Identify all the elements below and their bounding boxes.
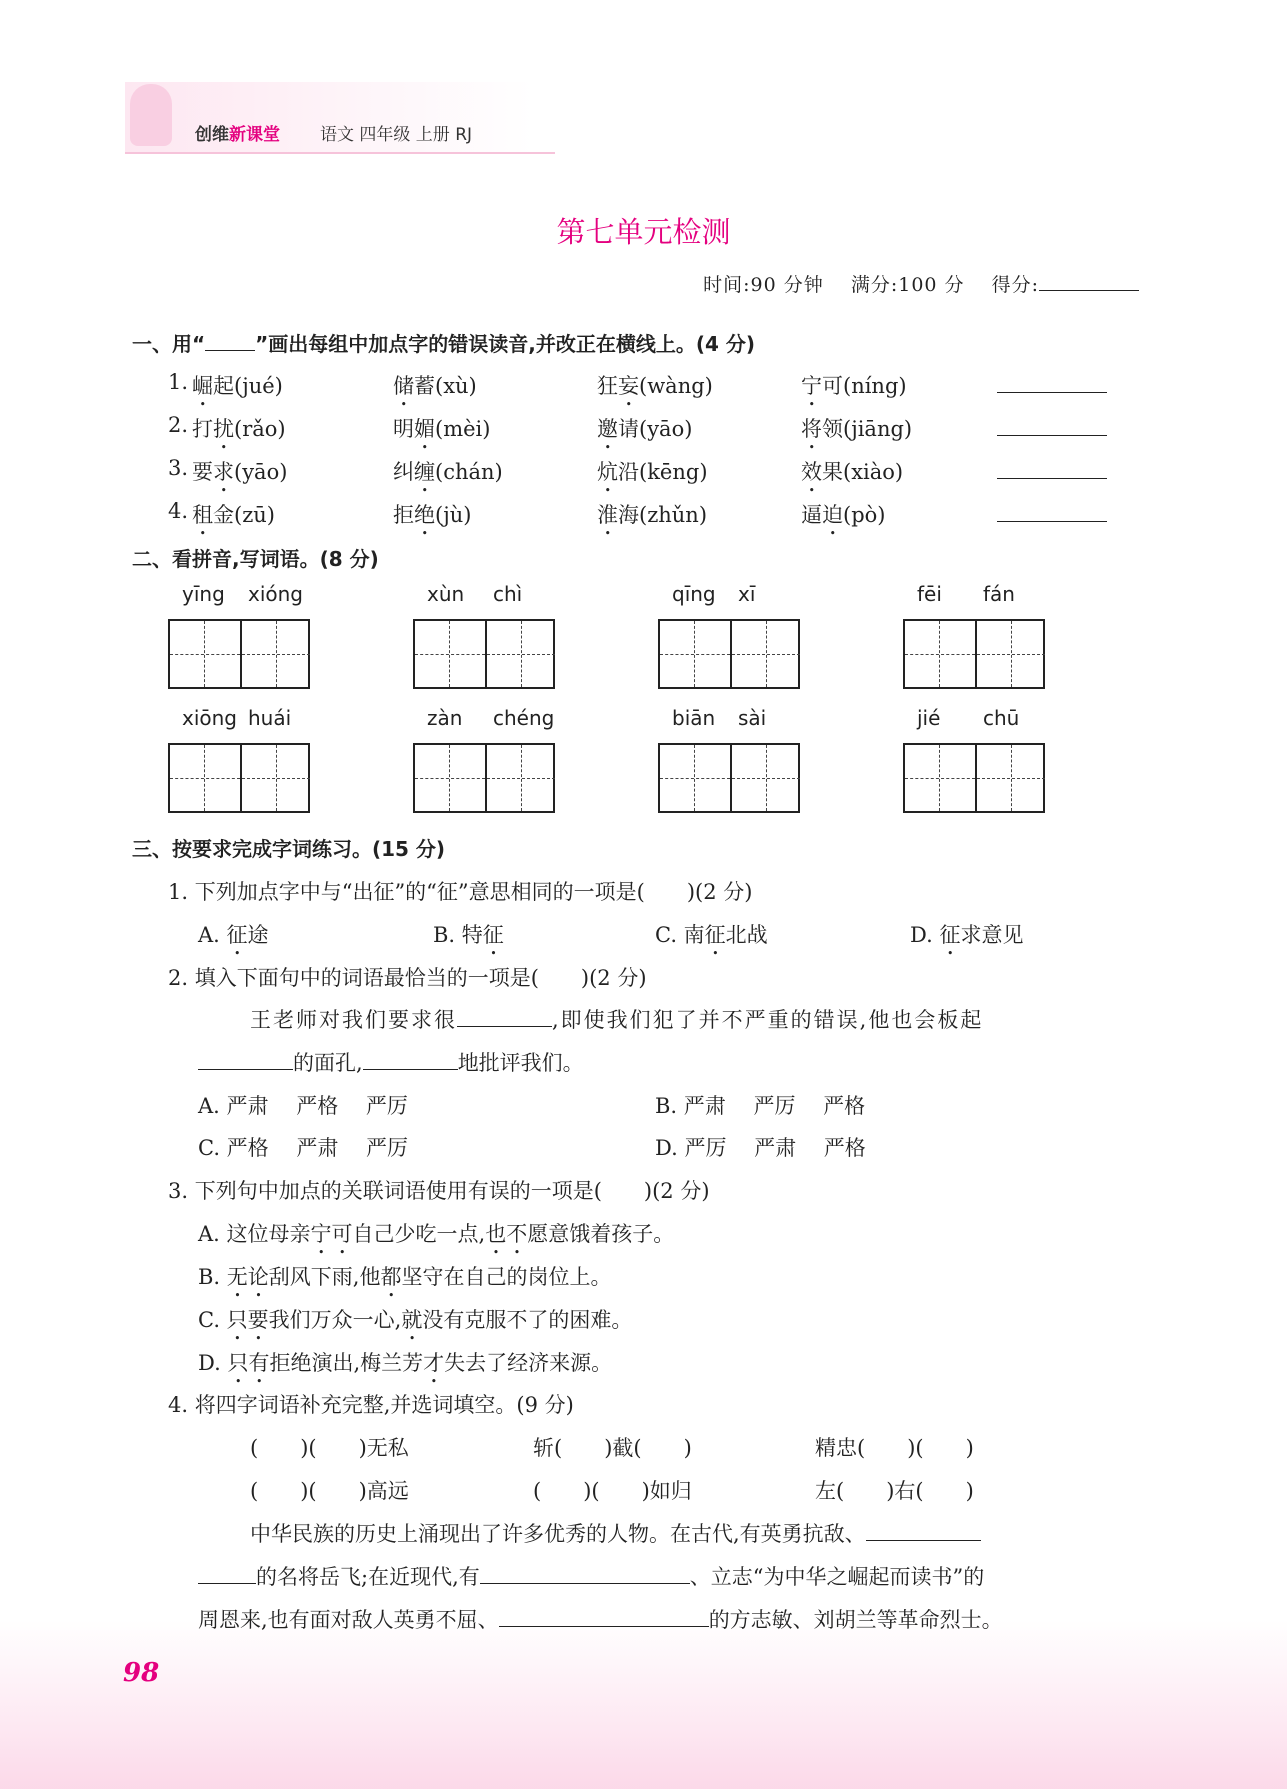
question-number: 3. — [168, 456, 189, 480]
word-item — [393, 370, 477, 411]
grid-cell[interactable] — [485, 745, 555, 811]
word-item — [192, 499, 275, 540]
writing-grid[interactable] — [903, 743, 1045, 813]
fill-blank[interactable] — [198, 1049, 293, 1070]
word-item — [801, 370, 907, 411]
question-number: 2. — [168, 413, 189, 437]
answer-line[interactable] — [997, 521, 1107, 522]
pinyin: xùn — [427, 582, 465, 606]
text: A. — [198, 923, 227, 947]
text: 自己少吃一点, — [352, 1222, 486, 1246]
text: 愿意饿着孩子。 — [527, 1222, 675, 1246]
dotted-char: 妄 — [618, 374, 639, 398]
option-d: D. 严厉 严肃 严格 — [655, 1136, 866, 1160]
grid-cell[interactable] — [415, 745, 485, 811]
book-info: 语文 四年级 上册 RJ — [320, 125, 473, 145]
text: A. 这位母亲 — [198, 1222, 311, 1246]
pinyin: fán — [983, 582, 1015, 606]
grid-cell[interactable] — [660, 621, 730, 687]
word-item — [192, 456, 287, 497]
word-text: 蓄(xù) — [414, 374, 477, 398]
grid-cell[interactable] — [415, 621, 485, 687]
word-text: 狂 — [597, 374, 618, 398]
question-1-stem: 1. 下列加点字中与“出征”的“征”意思相同的一项是( )(2 分) — [168, 880, 753, 904]
pinyin: biān — [672, 706, 716, 730]
dotted-char: 征 — [226, 923, 248, 947]
word-text: (chán) — [435, 460, 503, 484]
word-item — [597, 413, 692, 454]
word-text: 领(jiāng) — [822, 417, 913, 441]
text: 没有克服不了的困难。 — [422, 1308, 633, 1332]
brand-a: 创维 — [195, 125, 229, 145]
word-text: (wàng) — [639, 374, 713, 398]
pinyin: yīng — [182, 582, 225, 606]
text: 的方志敏、刘胡兰等革命烈士。 — [708, 1608, 1003, 1632]
text: 周恩来,也有面对敌人英勇不屈、 — [198, 1608, 499, 1632]
section-3-title: 三、按要求完成字词练习。(15 分) — [132, 837, 446, 861]
option-c — [198, 1304, 632, 1345]
grid-cell[interactable] — [660, 745, 730, 811]
dotted-char: 征 — [482, 923, 504, 947]
question-2-stem: 2. 填入下面句中的词语最恰当的一项是( )(2 分) — [168, 966, 647, 990]
writing-grid[interactable] — [903, 619, 1045, 689]
page-header — [125, 82, 555, 154]
dotted-char: 征 — [704, 923, 726, 947]
question-3-stem: 3. 下列句中加点的关联词语使用有误的一项是( )(2 分) — [168, 1179, 710, 1203]
grid-cell[interactable] — [975, 621, 1045, 687]
pinyin: xiōng — [182, 706, 237, 730]
page-title: 第七单元检测 — [556, 215, 731, 249]
pinyin: sài — [738, 706, 767, 730]
paragraph — [250, 1518, 981, 1548]
word-text: 纠 — [393, 460, 414, 484]
text: C. 南 — [655, 923, 705, 947]
answer-line[interactable] — [997, 478, 1107, 479]
word-text: (rǎo) — [234, 417, 286, 441]
dotted-char: 缠 — [414, 460, 435, 484]
dotted-word: 都 — [380, 1265, 402, 1289]
dotted-char: 迫 — [822, 503, 843, 527]
dotted-char: 将 — [801, 417, 822, 441]
word-item — [801, 413, 912, 454]
grid-cell[interactable] — [240, 745, 310, 811]
pinyin: xióng — [248, 582, 303, 606]
dotted-char: 绝 — [414, 503, 435, 527]
dotted-char: 储 — [393, 374, 414, 398]
fill-blank[interactable] — [480, 1563, 690, 1584]
dotted-char: 淮 — [597, 503, 618, 527]
text: B. 特 — [433, 923, 483, 947]
pinyin: chū — [983, 706, 1020, 730]
text: 坚守在自己的岗位上。 — [401, 1265, 612, 1289]
word-item — [393, 413, 490, 454]
text: D. — [198, 1351, 228, 1375]
footer-decoration — [0, 1620, 1287, 1789]
dotted-char: 效 — [801, 460, 822, 484]
dotted-char: 媚 — [414, 417, 435, 441]
word-item — [597, 370, 713, 411]
word-text: 打 — [192, 417, 213, 441]
option-d — [910, 919, 1023, 960]
writing-grid[interactable] — [658, 743, 800, 813]
word-item — [801, 499, 885, 540]
writing-grid[interactable] — [168, 619, 310, 689]
text: 地批评我们。 — [457, 1051, 584, 1075]
dotted-word: 只要 — [226, 1308, 269, 1332]
score-label: 得分: — [991, 274, 1039, 296]
word-item — [393, 456, 503, 497]
brand — [195, 120, 280, 145]
answer-line[interactable] — [997, 435, 1107, 436]
idiom-item: ( )( )无私 — [250, 1436, 409, 1460]
grid-cell[interactable] — [170, 621, 240, 687]
word-text: 金(zū) — [213, 503, 275, 527]
dotted-char: 租 — [192, 503, 213, 527]
word-item — [393, 499, 471, 540]
text: D. — [910, 923, 940, 947]
word-text: 请(yāo) — [618, 417, 693, 441]
pinyin: zàn — [427, 706, 463, 730]
text: C. — [198, 1308, 227, 1332]
dotted-char: 求 — [213, 460, 234, 484]
pinyin: huái — [248, 706, 292, 730]
text: 拒绝演出,梅兰芳 — [269, 1351, 424, 1375]
writing-grid[interactable] — [658, 619, 800, 689]
word-item — [801, 456, 903, 497]
word-text: 沿(kēng) — [618, 460, 708, 484]
dotted-char: 征 — [939, 923, 961, 947]
grid-cell[interactable] — [730, 621, 800, 687]
question-2-text — [198, 1047, 584, 1077]
text: ,即使我们犯了并不严重的错误,他也会板起 — [552, 1008, 984, 1032]
writing-grid[interactable] — [413, 743, 555, 813]
brand-b: 新课堂 — [229, 125, 280, 145]
question-number: 1. — [168, 370, 189, 394]
text: 中华民族的历史上涌现出了许多优秀的人物。在古代,有英勇抗敌、 — [250, 1522, 866, 1546]
word-text: (mèi) — [435, 417, 491, 441]
idiom-item: 左( )右( ) — [815, 1479, 974, 1503]
score-blank[interactable] — [1039, 270, 1139, 291]
fill-blank[interactable] — [363, 1049, 458, 1070]
text: 、立志“为中华之崛起而读书”的 — [689, 1565, 985, 1589]
pinyin: qīng — [672, 582, 716, 606]
text: B. — [198, 1265, 227, 1289]
paragraph — [198, 1604, 1003, 1634]
option-b: B. 严肃 严厉 严格 — [655, 1094, 866, 1118]
word-text: (jù) — [435, 503, 472, 527]
answer-line[interactable] — [997, 392, 1107, 393]
grid-cell[interactable] — [240, 621, 310, 687]
grid-cell[interactable] — [730, 745, 800, 811]
dotted-char: 扰 — [213, 417, 234, 441]
pinyin: chì — [493, 582, 523, 606]
text: 北战 — [725, 923, 768, 947]
writing-grid[interactable] — [168, 743, 310, 813]
question-4-stem: 4. 将四字词语补充完整,并选词填空。(9 分) — [168, 1393, 574, 1417]
pinyin: xī — [738, 582, 756, 606]
word-text: 海(zhǔn) — [618, 503, 708, 527]
dotted-word: 才 — [423, 1351, 445, 1375]
idiom-item: ( )( )如归 — [533, 1479, 692, 1503]
dotted-char: 宁 — [801, 374, 822, 398]
grid-cell[interactable] — [975, 745, 1045, 811]
time-limit: 时间:90 分钟 — [703, 274, 824, 296]
dotted-word: 就 — [401, 1308, 423, 1332]
word-text: 果(xiào) — [822, 460, 904, 484]
option-c: C. 严格 严肃 严厉 — [198, 1136, 409, 1160]
text: 王老师对我们要求很 — [250, 1008, 457, 1032]
grid-cell[interactable] — [170, 745, 240, 811]
option-b — [198, 1261, 611, 1302]
word-text: (pò) — [843, 503, 886, 527]
idiom-item: ( )( )高远 — [250, 1479, 409, 1503]
dotted-word: 无论 — [226, 1265, 269, 1289]
word-text: 明 — [393, 417, 414, 441]
page-number: 98 — [123, 1658, 160, 1688]
idiom-item: 斩( )截( ) — [533, 1436, 692, 1460]
dotted-word: 宁可 — [310, 1222, 353, 1246]
section-1-title: 一、用“ ”画出每组中加点字的错误读音,并改正在横线上。(4 分) — [132, 332, 756, 356]
pinyin: chéng — [493, 706, 555, 730]
word-text: 起(jué) — [213, 374, 283, 398]
word-item — [192, 370, 283, 411]
text: 求意见 — [960, 923, 1024, 947]
text: 途 — [247, 923, 269, 947]
option-a — [198, 919, 269, 960]
idiom-item: 精忠( )( ) — [815, 1436, 974, 1460]
text: 我们万众一心, — [268, 1308, 402, 1332]
fill-blank[interactable] — [457, 1006, 552, 1027]
grid-cell[interactable] — [905, 621, 975, 687]
option-b — [433, 919, 504, 960]
word-item — [597, 456, 708, 497]
grid-cell[interactable] — [485, 621, 555, 687]
pinyin: fēi — [917, 582, 942, 606]
text: 的名将岳飞;在近现代,有 — [256, 1565, 480, 1589]
word-item — [597, 499, 707, 540]
pinyin: jié — [917, 706, 941, 730]
fill-blank[interactable] — [198, 1563, 256, 1584]
option-a: A. 严肃 严格 严厉 — [198, 1094, 408, 1118]
text: 失去了经济来源。 — [444, 1351, 613, 1375]
dotted-word: 也不 — [485, 1222, 528, 1246]
full-score: 满分:100 分 — [850, 274, 965, 296]
option-a — [198, 1218, 674, 1259]
dotted-char: 邀 — [597, 417, 618, 441]
fill-blank[interactable] — [499, 1606, 709, 1627]
word-text: 拒 — [393, 503, 414, 527]
word-text: 逼 — [801, 503, 822, 527]
word-text: 要 — [192, 460, 213, 484]
dotted-word: 只有 — [227, 1351, 270, 1375]
word-text: (yāo) — [234, 460, 288, 484]
option-c — [655, 919, 768, 960]
section-2-title: 二、看拼音,写词语。(8 分) — [132, 547, 379, 571]
question-number: 4. — [168, 499, 189, 523]
paragraph — [198, 1561, 984, 1591]
dotted-char: 炕 — [597, 460, 618, 484]
question-2-text — [250, 1004, 983, 1034]
option-d — [198, 1347, 612, 1388]
grid-cell[interactable] — [905, 745, 975, 811]
dotted-char: 崛 — [192, 374, 213, 398]
cartoon-girl-icon — [130, 84, 172, 146]
word-text: 可(níng) — [822, 374, 907, 398]
fill-blank[interactable] — [866, 1520, 981, 1541]
writing-grid[interactable] — [413, 619, 555, 689]
text: 刮风下雨,他 — [268, 1265, 381, 1289]
word-item — [192, 413, 286, 454]
exam-info — [703, 270, 1139, 297]
text: 的面孔, — [293, 1051, 363, 1075]
